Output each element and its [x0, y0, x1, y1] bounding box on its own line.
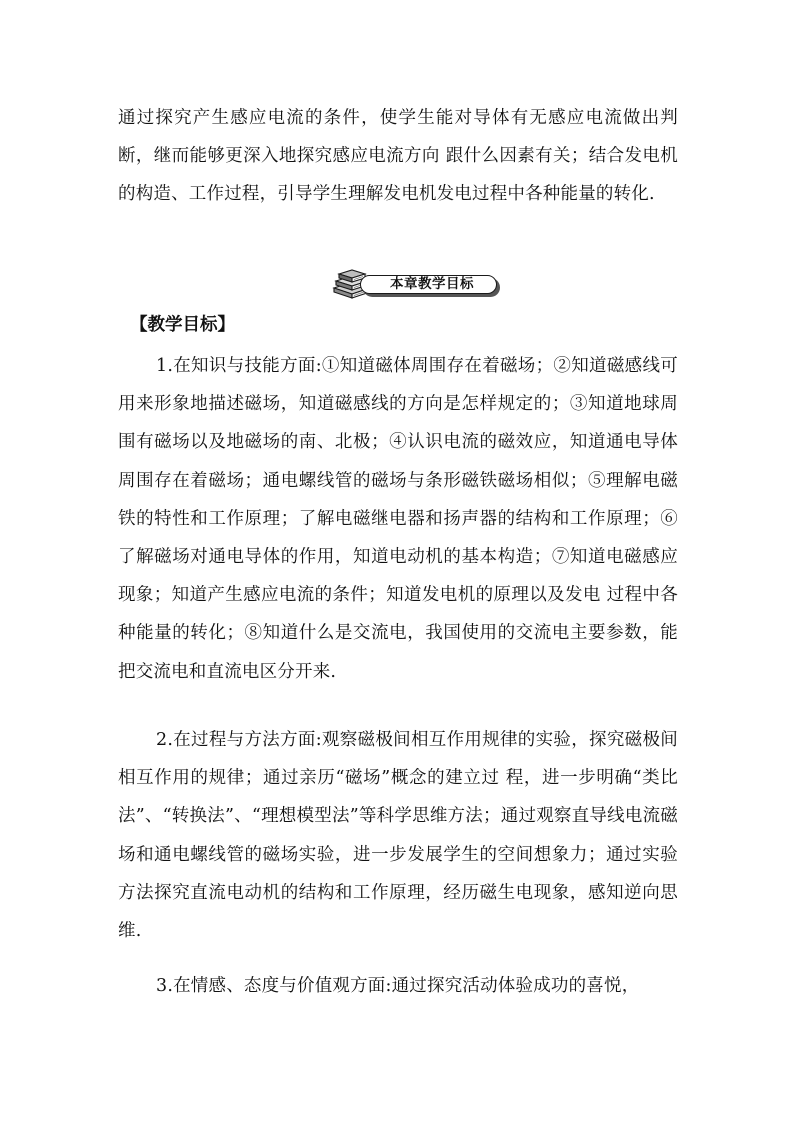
objective-knowledge-skills: 1.在知识与技能方面:①知道磁体周围存在着磁场；②知道磁感线可用来形象地描述磁场，知道磁感线的方向是怎样规定的；③知道地球周围有磁场以及地磁场的南、北极；④认识电流的磁效应，知道通电导体周围存在着磁场；通电螺线管的磁场与条形磁铁磁场相似；⑤理解电磁铁的特性和工作原理；了解电磁继电器和扬声器的结构和工作原理；⑥了解磁场对通电导体的作用，知道电动机的基本构造；⑦知道电磁感应现象；知道产生感应电流的条件；知道发电机的原理以及发电 过程中各种能量的转化；⑧知道什么是交流电，我国使用的交流电主要参数，能把交流电和直流电区分开来. — [118, 356, 678, 682]
objective-emotion-values: 3.在情感、态度与价值观方面:通过探究活动体验成功的喜悦， — [156, 976, 640, 996]
section-title: 【教学目标】 — [130, 315, 235, 335]
objective-process-method: 2.在过程与方法方面:观察磁极间相互作用规律的实验，探究磁极间相互作用的规律；通过亲历“磁场”概念的建立过 程，进一步明确“类比法”、“转换法”、“理想模型法”等科学思维方法；通过观察直导线电流磁场和通电螺线管的磁场实验，进一步发展学生的空间想象力；通过实验方法探究直流电动机的结构和工作原理，经历磁生电现象，感知逆向思维. — [118, 730, 678, 942]
chapter-objectives-banner — [330, 266, 500, 300]
banner-label: 本章教学目标 — [390, 276, 474, 292]
intro-paragraph: 通过探究产生感应电流的条件，使学生能对导体有无感应电流做出判断，继而能够更深入地探究感应电流方向 跟什么因素有关；结合发电机的构造、工作过程，引导学生理解发电机发电过程中各种能量的转化. — [118, 108, 678, 205]
